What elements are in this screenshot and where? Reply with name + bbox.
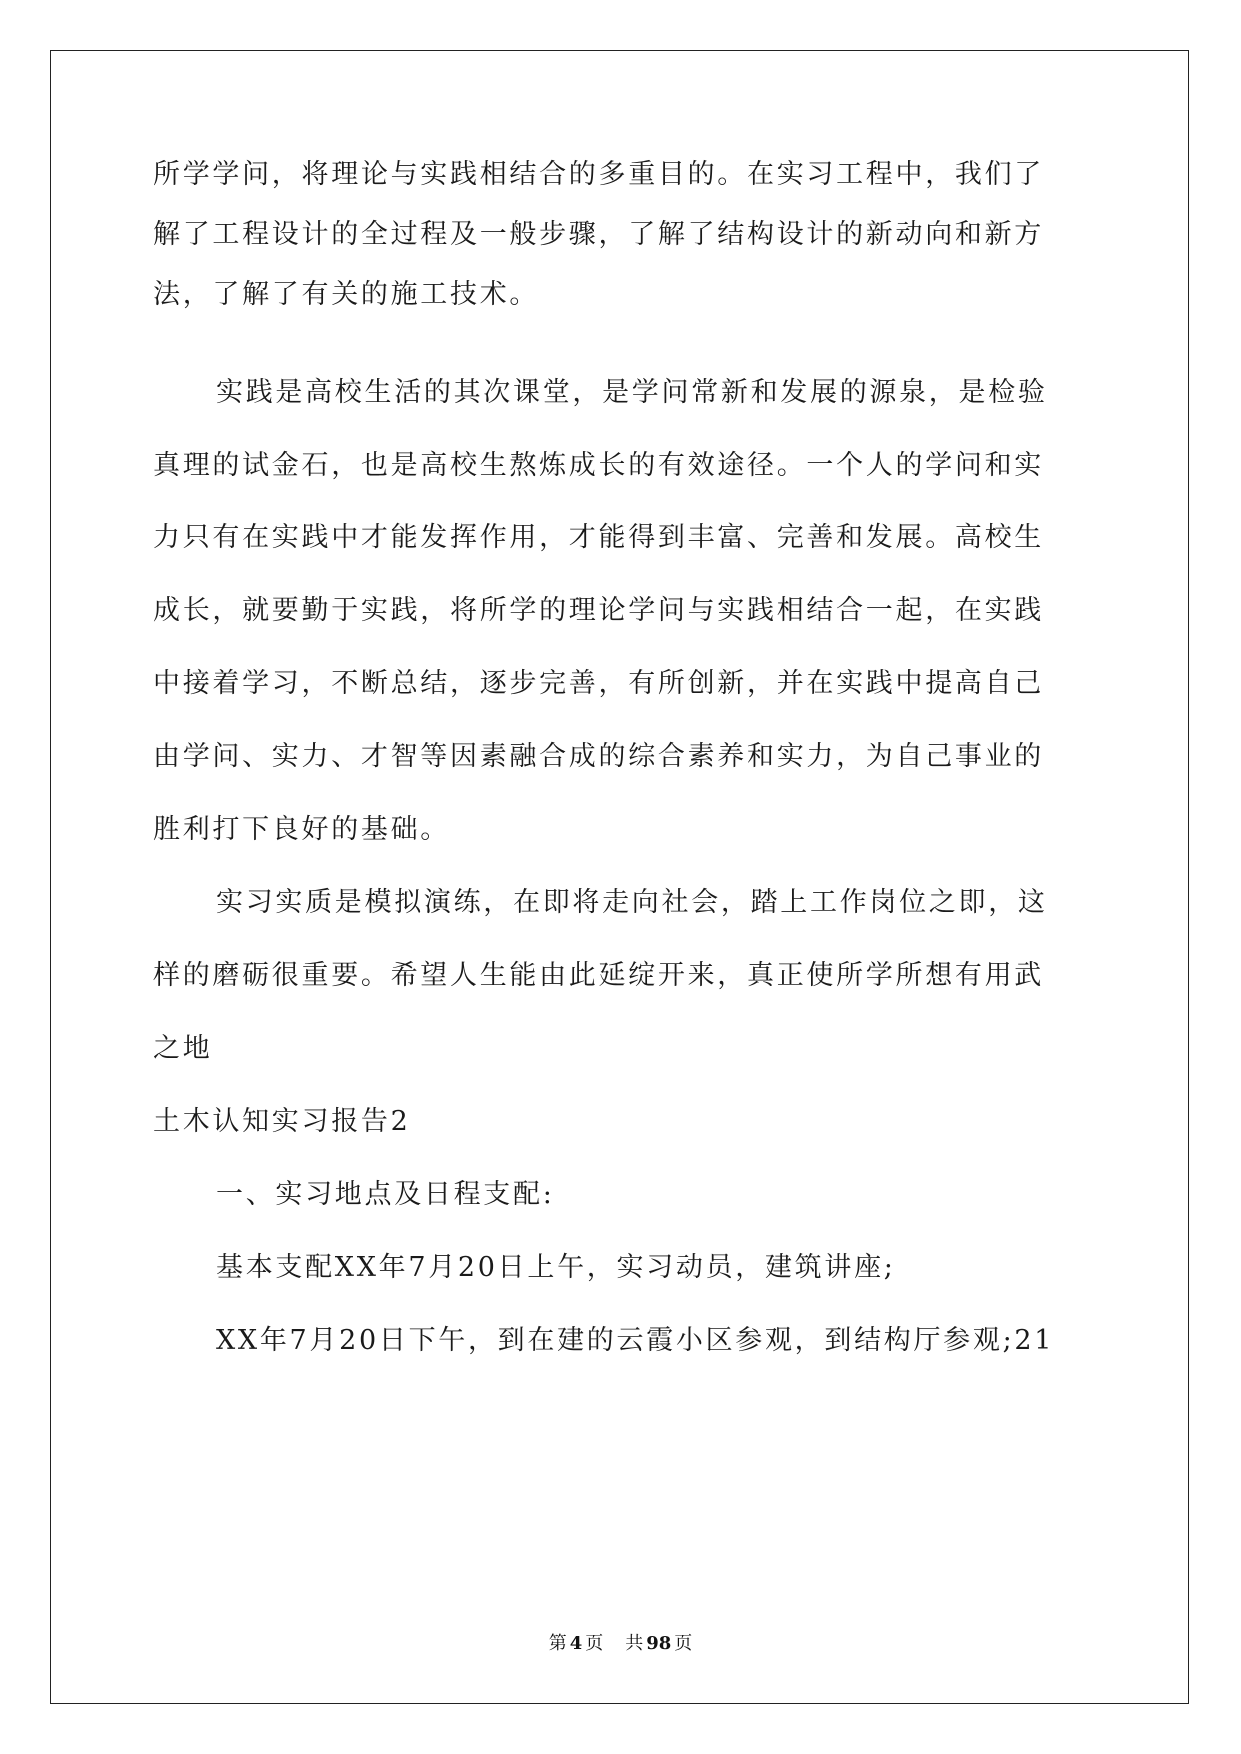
text-line: 胜利打下良好的基础。 xyxy=(153,814,450,845)
text-line: 真理的试金石，也是高校生熬炼成长的有效途径。一个人的学问和实 xyxy=(153,450,1044,481)
page-footer xyxy=(0,1632,1241,1656)
paragraph-start-line: 实践是高校生活的其次课堂，是学问常新和发展的源泉，是检验 xyxy=(216,377,1048,408)
total-prefix: 共 xyxy=(625,1633,644,1654)
paragraph-start-line: 基本支配XX年7月20日上午，实习动员，建筑讲座; xyxy=(216,1252,896,1283)
text-line: 之地 xyxy=(153,1033,213,1064)
total-pages: 98 xyxy=(646,1633,672,1654)
page-suffix: 页 xyxy=(585,1633,604,1654)
total-suffix: 页 xyxy=(674,1633,693,1654)
text-line: 解了工程设计的全过程及一般步骤，了解了结构设计的新动向和新方 xyxy=(153,219,1044,250)
paragraph-start-line: XX年7月20日下午，到在建的云霞小区参观，到结构厅参观;21 xyxy=(216,1325,1055,1356)
text-line: 由学问、实力、才智等因素融合成的综合素养和实力，为自己事业的 xyxy=(153,741,1044,772)
text-line: 力只有在实践中才能发挥作用，才能得到丰富、完善和发展。高校生 xyxy=(153,522,1044,553)
text-line: 成长，就要勤于实践，将所学的理论学问与实践相结合一起，在实践 xyxy=(153,595,1044,626)
page-number: 4 xyxy=(569,1633,583,1654)
paragraph-start-line: 实习实质是模拟演练，在即将走向社会，踏上工作岗位之即，这 xyxy=(216,887,1048,918)
text-line: 中接着学习，不断总结，逐步完善，有所创新，并在实践中提高自己 xyxy=(153,668,1044,699)
text-line: 法，了解了有关的施工技术。 xyxy=(153,279,540,310)
page-prefix: 第 xyxy=(548,1633,567,1654)
subsection-heading: 一、实习地点及日程支配: xyxy=(216,1179,555,1210)
text-line: 所学学问，将理论与实践相结合的多重目的。在实习工程中，我们了 xyxy=(153,159,1044,190)
section-heading: 土木认知实习报告2 xyxy=(153,1106,411,1137)
text-line: 样的磨砺很重要。希望人生能由此延绽开来，真正使所学所想有用武 xyxy=(153,960,1044,991)
